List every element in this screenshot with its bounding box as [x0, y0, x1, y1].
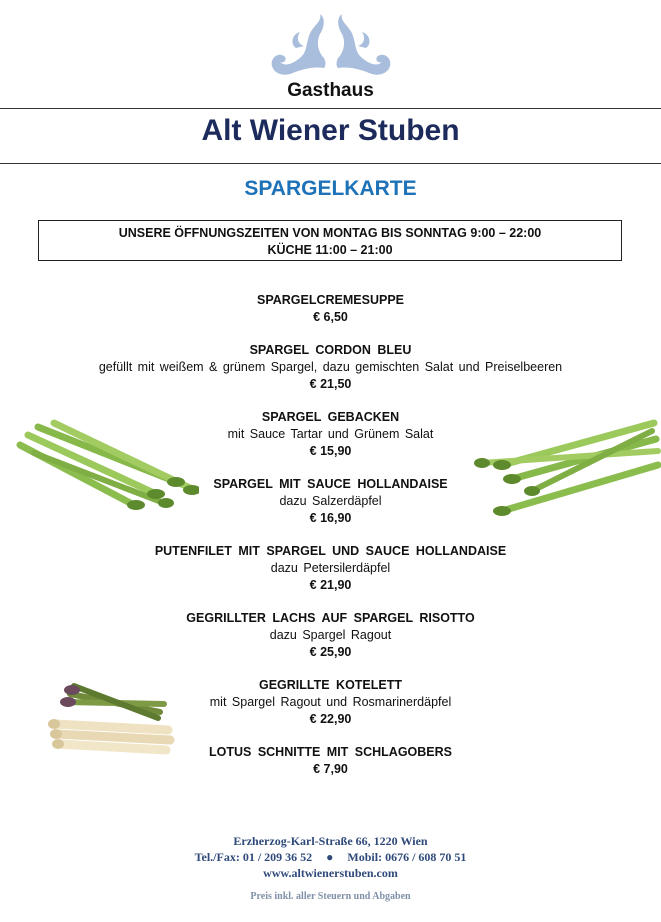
menu-item-name: SPARGEL GEBACKEN: [261, 410, 400, 424]
menu-item-description: gefüllt mit weißem & grünem Spargel, dazu gemischten Salat und Preiselbeeren: [98, 360, 563, 374]
menu-item-price: € 21,50: [309, 377, 352, 391]
menu-item-description: dazu Petersilerdäpfel: [270, 561, 391, 575]
footer-price-note: Preis inkl. aller Steuern und Abgaben: [250, 891, 411, 902]
footer-address: Erzherzog-Karl-Straße 66, 1220 Wien: [233, 834, 428, 848]
menu-item-description: mit Sauce Tartar und Grünem Salat: [227, 427, 434, 441]
divider-top: [0, 108, 661, 109]
menu-item: [0, 543, 661, 594]
opening-hours-box: [38, 220, 622, 261]
menu-item: [0, 744, 661, 778]
menu-item-name: GEGRILLTE KOTELETT: [258, 678, 403, 692]
menu-item-name: PUTENFILET MIT SPARGEL UND SAUCE HOLLANDAISE: [154, 544, 507, 558]
menu-item-description: dazu Salzerdäpfel: [279, 494, 382, 508]
menu-item-name: GEGRILLTER LACHS AUF SPARGEL RISOTTO: [186, 611, 475, 625]
divider-bottom: [0, 163, 661, 164]
footer-website-link[interactable]: www.altwienerstuben.com: [263, 866, 398, 880]
menu-item-name: SPARGEL CORDON BLEU: [249, 343, 412, 357]
menu-item-price: € 21,90: [309, 578, 352, 592]
menu-item-price: € 6,50: [313, 310, 348, 324]
footer: [0, 833, 661, 902]
footer-phone: Tel./Fax: 01 / 209 36 52: [194, 850, 313, 864]
baroque-ornament-icon: [262, 8, 400, 78]
menu-item: [0, 677, 661, 728]
menu-item-name: SPARGELCREMESUPPE: [256, 293, 404, 307]
menu-item-name: LOTUS SCHNITTE MIT SCHLAGOBERS: [208, 745, 453, 759]
menu-item: [0, 476, 661, 527]
menu-item-price: € 15,90: [309, 444, 352, 458]
menu-item: [0, 292, 661, 326]
restaurant-subtitle: Gasthaus: [287, 80, 374, 101]
menu-item-description: dazu Spargel Ragout: [269, 628, 392, 642]
menu-item-description: mit Spargel Ragout und Rosmarinerdäpfel: [209, 695, 452, 709]
menu-section-title: SPARGELKARTE: [244, 177, 417, 200]
menu-item-price: € 7,90: [313, 762, 348, 776]
menu-item: [0, 610, 661, 661]
footer-separator: ●: [326, 850, 334, 864]
restaurant-title: Alt Wiener Stuben: [201, 114, 460, 147]
menu-item: [0, 342, 661, 393]
footer-mobile: Mobil: 0676 / 608 70 51: [347, 850, 467, 864]
menu-item-price: € 16,90: [309, 511, 352, 525]
menu-list: [0, 292, 661, 794]
menu-item-name: SPARGEL MIT SAUCE HOLLANDAISE: [213, 477, 448, 491]
kitchen-hours-line: KÜCHE 11:00 – 21:00: [267, 243, 393, 257]
opening-hours-line: UNSERE ÖFFNUNGSZEITEN VON MONTAG BIS SONNTAG 9:00 – 22:00: [118, 226, 542, 240]
menu-item: [0, 409, 661, 460]
menu-item-price: € 22,90: [309, 712, 352, 726]
footer-contact: [0, 849, 661, 865]
menu-item-price: € 25,90: [309, 645, 352, 659]
